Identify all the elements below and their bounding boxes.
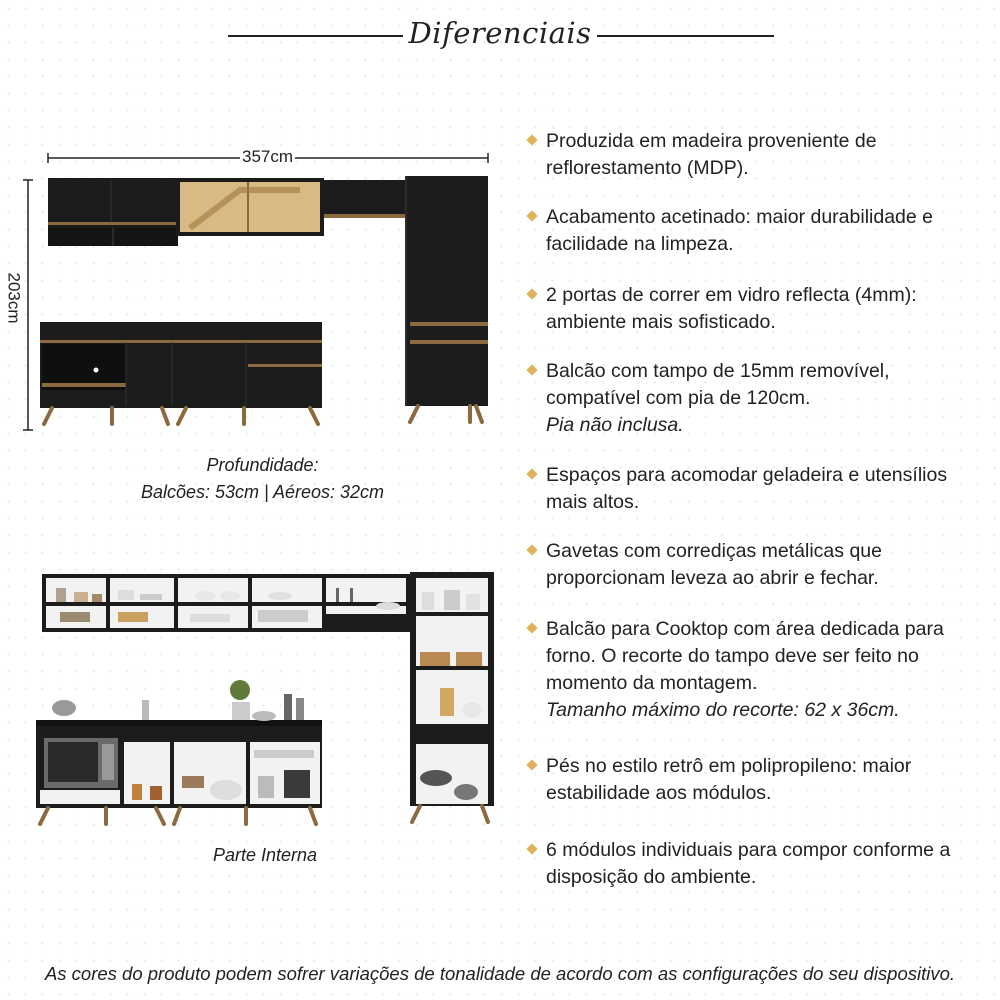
diamond-bullet-icon (526, 622, 537, 633)
feature-note: Pia não inclusa. (546, 414, 684, 436)
feature-item (528, 462, 988, 516)
feature-text: Produzida em madeira proveniente de reflorestamento (MDP). (546, 130, 877, 179)
feature-text: Acabamento acetinado: maior durabilidade e facilidade na limpeza. (546, 206, 934, 255)
height-dimension-label: 203cm (4, 272, 24, 324)
diamond-bullet-icon (526, 468, 537, 479)
feature-item (528, 128, 988, 182)
feature-text: Pés no estilo retrô em polipropileno: maior estabilidade aos módulos. (546, 755, 912, 804)
feature-item (528, 753, 988, 807)
depth-values: Balcões: 53cm | Aéreos: 32cm (140, 482, 385, 502)
diamond-bullet-icon (526, 544, 537, 555)
feature-item (528, 837, 988, 891)
feature-text: Balcão com tampo de 15mm removível, compatível com pia de 120cm. (546, 360, 890, 409)
feature-item (528, 204, 988, 258)
feature-text: Espaços para acomodar geladeira e utensílios mais altos. (546, 464, 948, 513)
page-title: Diferenciais (408, 16, 592, 50)
diamond-bullet-icon (526, 134, 537, 145)
feature-text: Balcão para Cooktop com área dedicada para forno. O recorte do tampo deve ser feito no momento da montagem. (546, 618, 944, 694)
feature-text: 2 portas de correr em vidro reflecta (4mm): ambiente mais sofisticado. (546, 284, 917, 333)
diamond-bullet-icon (526, 288, 537, 299)
width-dimension-label: 357cm (242, 147, 294, 166)
diamond-bullet-icon (526, 843, 537, 854)
color-disclaimer: As cores do produto podem sofrer variações de tonalidade de acordo com as configurações do seu dispositivo. (44, 963, 956, 984)
feature-item (528, 358, 988, 439)
feature-item (528, 282, 988, 336)
height-dimension-line (23, 180, 33, 430)
diamond-bullet-icon (526, 759, 537, 770)
feature-item (528, 616, 988, 724)
kitchen-closed-view (40, 176, 488, 424)
feature-item (528, 538, 988, 592)
depth-label: Profundidade: (206, 455, 319, 475)
diamond-bullet-icon (526, 364, 537, 375)
diamond-bullet-icon (526, 210, 537, 221)
interior-caption: Parte Interna (212, 845, 318, 865)
feature-note: Tamanho máximo do recorte: 62 x 36cm. (546, 699, 900, 721)
feature-text: 6 módulos individuais para compor conforme a disposição do ambiente. (546, 839, 951, 888)
feature-text: Gavetas com corrediças metálicas que proporcionam leveza ao abrir e fechar. (546, 540, 882, 589)
kitchen-interior-view (36, 572, 494, 824)
